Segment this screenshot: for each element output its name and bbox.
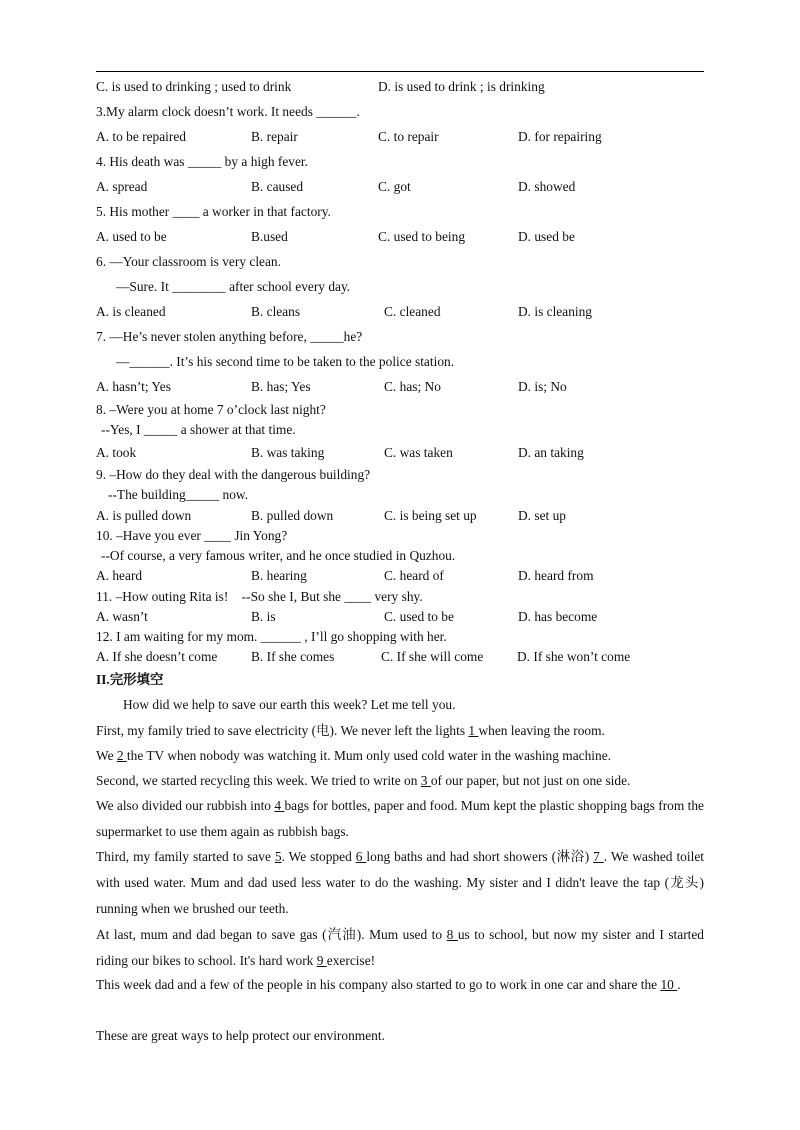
passage-intro: How did we help to save our earth this week? Let me tell you.: [123, 697, 456, 712]
question-4-stem: 4. His death was _____ by a high fever.: [96, 154, 308, 169]
passage-paragraph-3: Second, we started recycling this week. We tried to write on 3 of our paper, but not just on one side.: [96, 773, 631, 788]
question-6-stem: 6. —Your classroom is very clean.: [96, 254, 281, 269]
passage-paragraph-4: We also divided our rubbish into 4 bags for bottles, paper and food. Mum kept the plastic shopping bags from the supermarket to use them again as rubbish bags.: [96, 798, 705, 839]
q12-option-c: C. If she will come: [381, 649, 484, 664]
question-9-stem: 9. –How do they deal with the dangerous building?: [96, 467, 371, 482]
blank-9: 9: [316, 953, 327, 968]
q6-option-a: A. is cleaned: [96, 304, 166, 319]
blank-7: 7: [593, 849, 604, 864]
question-6-reply: —Sure. It ________ after school every day.: [116, 279, 351, 294]
option-c-prev: C. is used to drinking ; used to drink: [96, 79, 292, 94]
passage-paragraph-6: At last, mum and dad began to save gas (汽油). Mum used to 8 us to school, but now my sister and I started riding our bikes to school. It's hard work 9 exercise!: [96, 927, 705, 968]
q10-option-a: A. heard: [96, 568, 143, 583]
passage-paragraph-8: These are great ways to help protect our environment.: [96, 1028, 385, 1043]
blank-5: 5: [274, 849, 282, 864]
q11-option-d: D. has become: [518, 609, 598, 624]
q4-option-b: B. caused: [251, 179, 304, 194]
q9-option-a: A. is pulled down: [96, 508, 192, 523]
blank-2: 2: [116, 748, 127, 763]
q6-option-d: D. is cleaning: [518, 304, 593, 319]
q8-option-d: D. an taking: [518, 445, 584, 460]
blank-4: 4: [274, 798, 285, 813]
q10-option-d: D. heard from: [518, 568, 594, 583]
q4-option-a: A. spread: [96, 179, 148, 194]
blank-6: 6: [355, 849, 367, 864]
passage-paragraph-2: We 2 the TV when nobody was watching it. Mum only used cold water in the washing machine.: [96, 748, 611, 763]
q5-option-d: D. used be: [518, 229, 575, 244]
top-rule: [96, 71, 704, 72]
q3-option-c: C. to repair: [378, 129, 439, 144]
q6-option-b: B. cleans: [251, 304, 301, 319]
question-8-reply: --Yes, I _____ a shower at that time.: [101, 422, 296, 437]
q7-option-a: A. hasn’t; Yes: [96, 379, 171, 394]
q4-option-c: C. got: [378, 179, 411, 194]
blank-8: 8: [446, 927, 458, 942]
q10-option-b: B. hearing: [251, 568, 307, 583]
q5-option-a: A. used to be: [96, 229, 167, 244]
question-9-reply: --The building_____ now.: [108, 487, 249, 502]
q12-option-a: A. If she doesn’t come: [96, 649, 218, 664]
question-5-stem: 5. His mother ____ a worker in that factory.: [96, 204, 331, 219]
q12-option-b: B. If she comes: [251, 649, 335, 664]
q3-option-b: B. repair: [251, 129, 298, 144]
option-d-prev: D. is used to drink ; is drinking: [378, 79, 545, 94]
q5-option-b: B.used: [251, 229, 288, 244]
q8-option-c: C. was taken: [384, 445, 453, 460]
q4-option-d: D. showed: [518, 179, 576, 194]
question-7-reply: —______. It’s his second time to be taken to the police station.: [116, 354, 455, 369]
q8-option-b: B. was taking: [251, 445, 325, 460]
question-3-stem: 3.My alarm clock doesn’t work. It needs ______.: [96, 104, 360, 119]
q5-option-c: C. used to being: [378, 229, 466, 244]
passage-paragraph-7: This week dad and a few of the people in his company also started to go to work in one car and share the 10 .: [96, 977, 681, 992]
question-12-stem: 12. I am waiting for my mom. ______ , I’ll go shopping with her.: [96, 629, 447, 644]
q3-option-d: D. for repairing: [518, 129, 602, 144]
q10-option-c: C. heard of: [384, 568, 444, 583]
q6-option-c: C. cleaned: [384, 304, 441, 319]
section-2-heading: II.完形填空: [96, 672, 164, 687]
question-10-reply: --Of course, a very famous writer, and he once studied in Quzhou.: [101, 548, 456, 563]
q7-option-c: C. has; No: [384, 379, 441, 394]
blank-3: 3: [420, 773, 431, 788]
question-7-stem: 7. —He’s never stolen anything before, _____he?: [96, 329, 363, 344]
passage-paragraph-1: First, my family tried to save electricity (电). We never left the lights 1 when leaving the room.: [96, 723, 605, 738]
q9-option-b: B. pulled down: [251, 508, 334, 523]
q9-option-c: C. is being set up: [384, 508, 477, 523]
passage-paragraph-5: Third, my family started to save 5. We stopped 6 long baths and had short showers (淋浴) 7 . We washed toilet with used water. Mum and dad used less water to do the washing. My sister and I didn't leave the tap (龙头) running when we brushed our teeth.: [96, 849, 704, 916]
q11-option-c: C. used to be: [384, 609, 454, 624]
question-10-stem: 10. –Have you ever ____ Jin Yong?: [96, 528, 288, 543]
blank-1: 1: [468, 723, 479, 738]
q11-option-a: A. wasn’t: [96, 609, 148, 624]
q7-option-b: B. has; Yes: [251, 379, 311, 394]
q7-option-d: D. is; No: [518, 379, 567, 394]
question-8-stem: 8. –Were you at home 7 o’clock last night?: [96, 402, 326, 417]
q3-option-a: A. to be repaired: [96, 129, 186, 144]
q8-option-a: A. took: [96, 445, 137, 460]
q11-option-b: B. is: [251, 609, 276, 624]
blank-10: 10: [660, 977, 678, 992]
question-11-stem: 11. –How outing Rita is! --So she I, But she ____ very shy.: [96, 589, 423, 604]
q9-option-d: D. set up: [518, 508, 566, 523]
q12-option-d: D. If she won’t come: [517, 649, 631, 664]
